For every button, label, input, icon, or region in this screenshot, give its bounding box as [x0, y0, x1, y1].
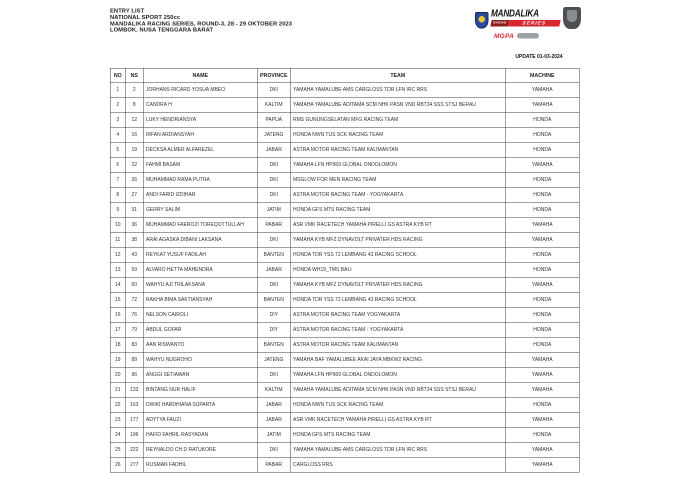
cell-machine: YAMAHA — [505, 157, 579, 172]
mgpa-logo-row — [494, 32, 539, 40]
cell-machine: HONDA — [505, 142, 579, 157]
cell-no: 23 — [110, 412, 125, 427]
entry-table-body — [110, 82, 579, 472]
cell-province: KALTIM — [257, 382, 290, 397]
col-header-team: TEAM — [290, 68, 505, 82]
cell-team: HONDA WH19_TMS BALI — [290, 262, 505, 277]
racing-label: RACING — [490, 20, 509, 27]
cell-name: JORHANS RICARD YOSUA MBEO — [143, 82, 257, 97]
cell-province: PABAR — [257, 217, 290, 232]
cell-ns: 22 — [125, 157, 143, 172]
cell-name: DECKSA ALMER ALFAREZEL — [143, 142, 257, 157]
cell-team: HONDA NWN TUS SCK RACING TEAM — [290, 127, 505, 142]
cell-team: YAMAHA YAMALUBE AMS CARGLOSS TDR LFN IRC RRS — [290, 82, 505, 97]
cell-team: HONDA GFS MTS RACING TEAM — [290, 427, 505, 442]
cell-team: ASTRA MOTOR RACING TEAM YOGYAKARTA — [290, 307, 505, 322]
cell-province: PAPUA — [257, 112, 290, 127]
cell-team: YAMAHA KYB MFZ DYNAVOLT PRIVATER HDS RACING — [290, 232, 505, 247]
cell-name: ABDUL GOFAR — [143, 322, 257, 337]
table-row — [110, 322, 579, 337]
cell-team: YAMAHA YAMALUBE ADITAMA SCM NHK PASN VND RBT34 SSS STSJ BERAU — [290, 382, 505, 397]
table-row — [110, 172, 579, 187]
col-header-machine: MACHINE — [505, 68, 579, 82]
table-row — [110, 262, 579, 277]
cell-no: 17 — [110, 322, 125, 337]
cell-province: BANTEN — [257, 337, 290, 352]
mandalika-logo-text: MANDALIKA — [491, 8, 539, 19]
cell-name: RUSMAN FADHIL — [143, 457, 257, 472]
table-row — [110, 292, 579, 307]
cell-province: JATENG — [257, 127, 290, 142]
cell-no: 8 — [110, 187, 125, 202]
document-header — [110, 8, 292, 34]
cell-team: ASR VMK RACETECH YAMAHA PIRELLI GS ASTRA KYB RT — [290, 412, 505, 427]
cell-ns: 83 — [125, 337, 143, 352]
table-header-row — [110, 68, 579, 82]
table-row — [110, 397, 579, 412]
cell-province: PABAR — [257, 457, 290, 472]
cell-name: AAN RISWANTO — [143, 337, 257, 352]
series-label: SERIES — [508, 20, 561, 27]
cell-team: YAMAHA YAMALUBE ADITAMA SCM NHK PASN VND RBT34 SSS STSJ BERAU — [290, 97, 505, 112]
cell-machine: HONDA — [505, 172, 579, 187]
doc-title-entry-list: ENTRY LIST — [110, 8, 145, 14]
table-row — [110, 277, 579, 292]
cell-machine: YAMAHA — [505, 367, 579, 382]
cell-ns: 43 — [125, 247, 143, 262]
doc-title-series-round: MANDALIKA RACING SERIES, ROUND-3, 28 - 29 OKTOBER 2023 — [110, 20, 293, 27]
crest-emblem-icon — [567, 10, 577, 22]
col-header-name: NAME — [143, 68, 257, 82]
cell-name: GERRY SALIM — [143, 202, 257, 217]
cell-ns: 27 — [125, 187, 143, 202]
col-header-ns: NS — [125, 68, 143, 82]
cell-ns: 59 — [125, 262, 143, 277]
cell-team: YAMAHA BAF YAMALUBEE AKAI JAYA MBKW2 RACING — [290, 352, 505, 367]
cell-no: 20 — [110, 367, 125, 382]
cell-province: DKI — [257, 157, 290, 172]
cell-ns: 222 — [125, 442, 143, 457]
table-row — [110, 82, 579, 97]
cell-name: WAHYU AJI TRILAKSANA — [143, 277, 257, 292]
cell-province: DIY — [257, 322, 290, 337]
cell-machine: YAMAHA — [505, 382, 579, 397]
cell-no: 12 — [110, 247, 125, 262]
cell-team: RMS GUNUNGSELATAN MFG RACING TEAM — [290, 112, 505, 127]
table-row — [110, 202, 579, 217]
cell-machine: HONDA — [505, 127, 579, 142]
cell-no: 13 — [110, 262, 125, 277]
cell-ns: 72 — [125, 292, 143, 307]
cell-team: YAMAHA YAMALUBE AMS CARGLOSS TDR LFN IRC RRS — [290, 442, 505, 457]
cell-name: NELSON CAIROLI — [143, 307, 257, 322]
cell-ns: 89 — [125, 352, 143, 367]
table-row — [110, 187, 579, 202]
doc-title-class: NATIONAL SPORT 250cc — [110, 14, 181, 21]
cell-name: CANDRA H — [143, 97, 257, 112]
cell-machine: YAMAHA — [505, 217, 579, 232]
cell-team: ASTRA MOTOR RACING TEAM - YOGYAKARTA — [290, 322, 505, 337]
cell-machine: HONDA — [505, 307, 579, 322]
cell-machine: HONDA — [505, 187, 579, 202]
cell-team: HONDA GFS MTS RACING TEAM — [290, 202, 505, 217]
cell-team: ASTRA MOTOR RACING TEAM KALIMANTAN — [290, 337, 505, 352]
table-row — [110, 142, 579, 157]
cell-no: 21 — [110, 382, 125, 397]
cell-team: ASTRA MOTOR RACING TEAM - YOGYAKARTA — [290, 187, 505, 202]
cell-machine: HONDA — [505, 322, 579, 337]
cell-machine: YAMAHA — [505, 442, 579, 457]
cell-province: JATIM — [257, 427, 290, 442]
cell-machine: YAMAHA — [505, 277, 579, 292]
cell-ns: 31 — [125, 202, 143, 217]
table-row — [110, 412, 579, 427]
cell-ns: 16 — [125, 127, 143, 142]
cell-province: DKI — [257, 172, 290, 187]
cell-name: HAFID FAHRIL RASYADAN — [143, 427, 257, 442]
table-row — [110, 157, 579, 172]
cell-no: 9 — [110, 202, 125, 217]
cell-ns: 8 — [125, 97, 143, 112]
cell-province: DKI — [257, 442, 290, 457]
col-header-no: NO — [110, 68, 125, 82]
imi-shield-emblem-icon — [479, 16, 486, 23]
cell-no: 5 — [110, 142, 125, 157]
cell-no: 6 — [110, 157, 125, 172]
cell-name: REYNALDO CH.D RATUKORE — [143, 442, 257, 457]
cell-team: YAMAHA KYB MFZ DYNAVOLT PRIVATER HDS RACING — [290, 277, 505, 292]
table-row — [110, 232, 579, 247]
table-row — [110, 367, 579, 382]
table-row — [110, 247, 579, 262]
cell-name: RAKHA BIMA SAKTIANSYAH — [143, 292, 257, 307]
cell-team: YAMAHA LFN HP969 GLOBAL ONDOLOMON — [290, 367, 505, 382]
cell-province: KALTIM — [257, 97, 290, 112]
cell-name: ARAI AGASKA DIBANI LAKSANA — [143, 232, 257, 247]
cell-machine: HONDA — [505, 202, 579, 217]
cell-ns: 26 — [125, 172, 143, 187]
cell-no: 25 — [110, 442, 125, 457]
cell-ns: 133 — [125, 382, 143, 397]
cell-ns: 277 — [125, 457, 143, 472]
cell-name: ALVARO HETTA MAHENDRA — [143, 262, 257, 277]
table-row — [110, 427, 579, 442]
cell-name: FAHMI BASAM — [143, 157, 257, 172]
mgpa-logo-text: MGPA — [494, 32, 515, 40]
cell-team: HONDA NWN TUS SCK RACING TEAM — [290, 397, 505, 412]
entry-table — [110, 68, 580, 473]
cell-name: MUHAMMAD FAEROZI TOREQOTTULLAH — [143, 217, 257, 232]
cell-machine: HONDA — [505, 112, 579, 127]
cell-machine: YAMAHA — [505, 412, 579, 427]
cell-ns: 36 — [125, 217, 143, 232]
cell-machine: HONDA — [505, 292, 579, 307]
cell-province: JATENG — [257, 352, 290, 367]
cell-province: JATIM — [257, 202, 290, 217]
table-row — [110, 442, 579, 457]
cell-no: 14 — [110, 277, 125, 292]
cell-name: MUHAMMAD RAMA PUTRA — [143, 172, 257, 187]
cell-name: ANDI FARID IZDIHAR — [143, 187, 257, 202]
col-header-province: PROVINCE — [257, 68, 290, 82]
cell-province: JABAR — [257, 397, 290, 412]
cell-no: 3 — [110, 112, 125, 127]
cell-name: REYKAT YUSUF FADILAH — [143, 247, 257, 262]
cell-no: 10 — [110, 217, 125, 232]
cell-no: 1 — [110, 82, 125, 97]
cell-ns: 177 — [125, 412, 143, 427]
cell-name: ANGGI SETIAWAN — [143, 367, 257, 382]
cell-name: LUKY HENDRIANSYA — [143, 112, 257, 127]
cell-ns: 79 — [125, 322, 143, 337]
table-row — [110, 337, 579, 352]
cell-no: 16 — [110, 307, 125, 322]
cell-province: DKI — [257, 367, 290, 382]
cell-machine: HONDA — [505, 247, 579, 262]
cell-no: 18 — [110, 337, 125, 352]
cell-name: IRFAN ARDIANSYAH — [143, 127, 257, 142]
cell-no: 22 — [110, 397, 125, 412]
cell-no: 7 — [110, 172, 125, 187]
cell-team: HONDA TDR YSS 72 LEMBANG 43 RACING SCHOOL — [290, 292, 505, 307]
cell-ns: 19 — [125, 142, 143, 157]
cell-province: BANTEN — [257, 247, 290, 262]
cell-machine: YAMAHA — [505, 457, 579, 472]
cell-ns: 12 — [125, 112, 143, 127]
cell-no: 4 — [110, 127, 125, 142]
cell-team: HONDA TDR YSS 72 LEMBANG 43 RACING SCHOOL — [290, 247, 505, 262]
racing-series-banner — [490, 20, 560, 27]
cell-team: MSGLOW FOR MEN RACING TEAM — [290, 172, 505, 187]
cell-province: JABAR — [257, 262, 290, 277]
cell-ns: 76 — [125, 307, 143, 322]
cell-machine: HONDA — [505, 262, 579, 277]
table-row — [110, 457, 579, 472]
cell-team: CARGLOSS RRS — [290, 457, 505, 472]
cell-machine: YAMAHA — [505, 97, 579, 112]
mandalika-racing-series-logo — [491, 8, 562, 27]
table-row — [110, 97, 579, 112]
cell-ns: 196 — [125, 427, 143, 442]
cell-machine: YAMAHA — [505, 82, 579, 97]
cell-name: DWIKI HARDHIANA SUPARTA — [143, 397, 257, 412]
table-row — [110, 352, 579, 367]
cell-no: 24 — [110, 427, 125, 442]
crest-shield-icon — [563, 7, 581, 29]
cell-no: 11 — [110, 232, 125, 247]
table-row — [110, 112, 579, 127]
cell-team: ASR VMK RACETECH YAMAHA PIRELLI GS ASTRA KYB RT — [290, 217, 505, 232]
cell-ns: 163 — [125, 397, 143, 412]
table-row — [110, 217, 579, 232]
cell-team: ASTRA MOTOR RACING TEAM KALIMANTAN — [290, 142, 505, 157]
cell-province: DKI — [257, 187, 290, 202]
cell-team: YAMAHA LFN HP969 GLOBAL ONDOLOMON — [290, 157, 505, 172]
cell-machine: HONDA — [505, 337, 579, 352]
cell-province: DKI — [257, 232, 290, 247]
cell-province: BANTEN — [257, 292, 290, 307]
cell-machine: YAMAHA — [505, 232, 579, 247]
table-row — [110, 382, 579, 397]
cell-province: JABAR — [257, 412, 290, 427]
table-row — [110, 127, 579, 142]
update-label: UPDATE 01-03-2024 — [515, 54, 563, 60]
cell-province: DIY — [257, 307, 290, 322]
imi-shield-icon — [475, 12, 489, 29]
cell-no: 15 — [110, 292, 125, 307]
cell-ns: 60 — [125, 277, 143, 292]
cell-province: JABAR — [257, 142, 290, 157]
cell-ns: 96 — [125, 367, 143, 382]
cell-machine: HONDA — [505, 397, 579, 412]
cell-name: WAHYU NUGROHO — [143, 352, 257, 367]
cell-ns: 2 — [125, 82, 143, 97]
cell-name: BINTANG NUR HALIF — [143, 382, 257, 397]
cell-province: DKI — [257, 277, 290, 292]
cell-no: 26 — [110, 457, 125, 472]
cell-machine: HONDA — [505, 427, 579, 442]
sponsor-swoosh-icon — [517, 33, 539, 39]
table-row — [110, 307, 579, 322]
cell-no: 2 — [110, 97, 125, 112]
cell-province: DKI — [257, 82, 290, 97]
logo-cluster — [475, 4, 595, 50]
cell-machine: YAMAHA — [505, 352, 579, 367]
cell-no: 19 — [110, 352, 125, 367]
cell-ns: 38 — [125, 232, 143, 247]
doc-title-location: LOMBOK, NUSA TENGGARA BARAT — [110, 27, 214, 34]
cell-name: ADYTYA FAUZI — [143, 412, 257, 427]
